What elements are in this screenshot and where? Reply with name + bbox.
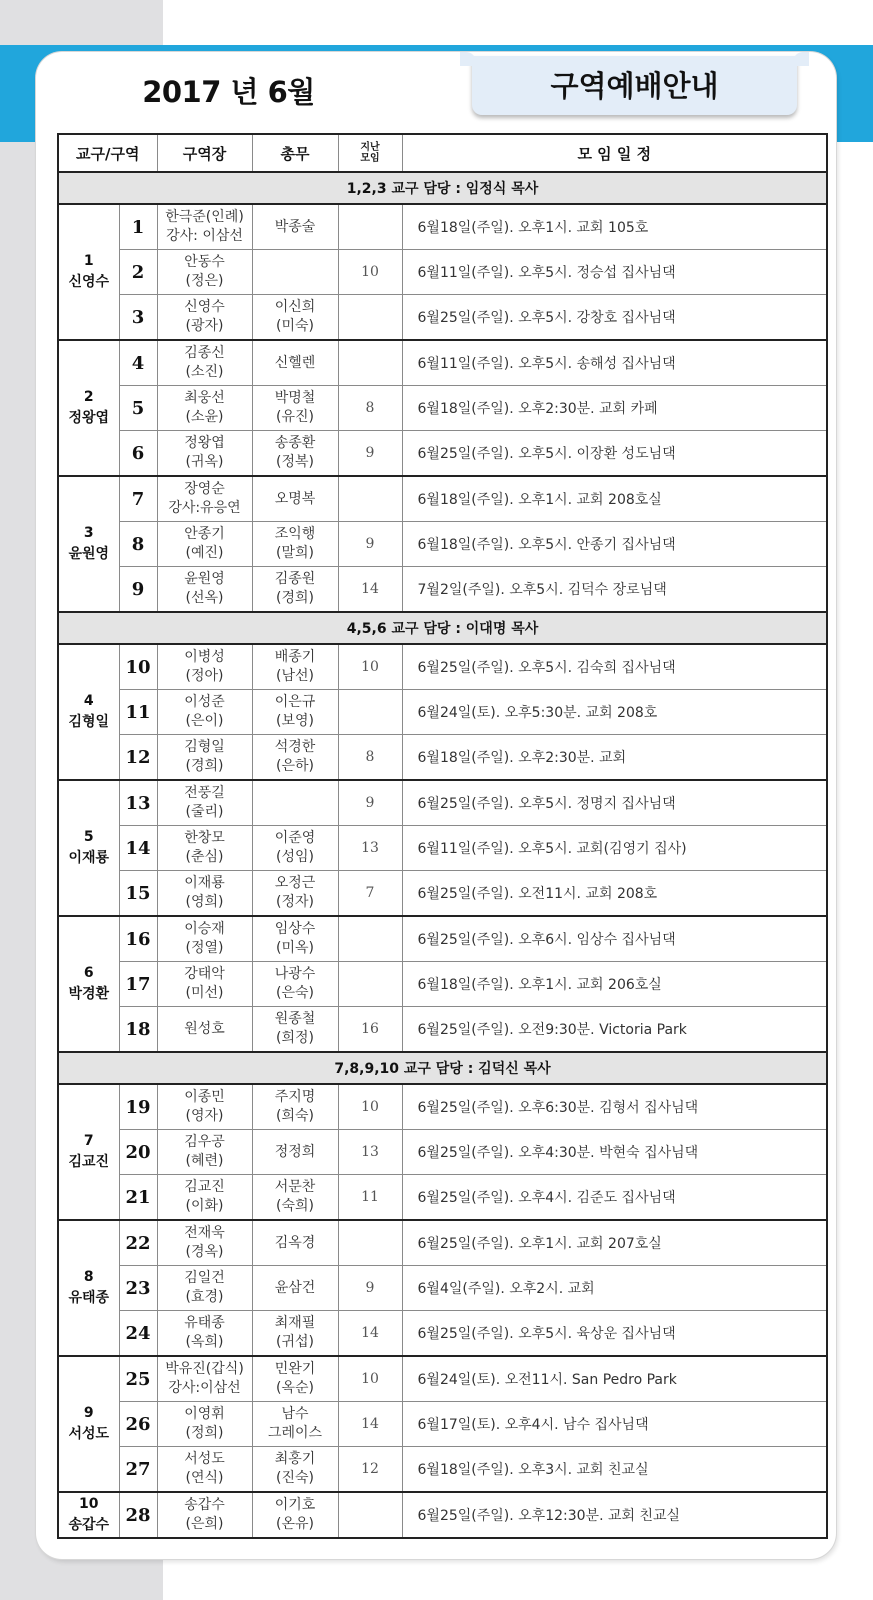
section-header-row xyxy=(58,172,827,204)
leader-name: 이재룡 (영희) xyxy=(157,871,252,917)
group-number: 13 xyxy=(119,780,157,826)
leader-name: 정왕엽 (귀옥) xyxy=(157,431,252,477)
group-number: 20 xyxy=(119,1130,157,1175)
page-title: 2017 년 6월 xyxy=(142,75,315,109)
last-meeting-count: 12 xyxy=(338,1447,402,1493)
last-meeting-count: 10 xyxy=(338,250,402,295)
section-title: 7,8,9,10 교구 담당 : 김덕신 목사 xyxy=(58,1052,827,1084)
secretary-name: 이은규 (보영) xyxy=(252,690,338,735)
leader-name: 한극준(인례) 강사: 이삼선 xyxy=(157,204,252,250)
group-number: 25 xyxy=(119,1356,157,1402)
table-row xyxy=(58,916,827,962)
district-label: 3 윤원영 xyxy=(58,476,119,612)
meeting-schedule: 6월4일(주일). 오후2시. 교회 xyxy=(402,1266,827,1311)
leader-name: 박유진(갑식) 강사:이삼선 xyxy=(157,1356,252,1402)
last-meeting-count xyxy=(338,204,402,250)
secretary-name: 정정희 xyxy=(252,1130,338,1175)
meeting-schedule: 6월25일(주일). 오후5시. 강창호 집사님댁 xyxy=(402,295,827,341)
group-number: 2 xyxy=(119,250,157,295)
secretary-name: 이준영 (성임) xyxy=(252,826,338,871)
secretary-name: 남수 그레이스 xyxy=(252,1402,338,1447)
secretary-name: 김종원 (경희) xyxy=(252,567,338,613)
meeting-schedule: 6월18일(주일). 오후1시. 교회 208호실 xyxy=(402,476,827,522)
leader-name: 강태악 (미선) xyxy=(157,962,252,1007)
last-meeting-count: 13 xyxy=(338,826,402,871)
leader-name: 최웅선 (소윤) xyxy=(157,386,252,431)
group-number: 26 xyxy=(119,1402,157,1447)
group-number: 18 xyxy=(119,1007,157,1053)
table-row xyxy=(58,1402,827,1447)
table-row xyxy=(58,567,827,613)
table-row xyxy=(58,962,827,1007)
group-number: 5 xyxy=(119,386,157,431)
secretary-name: 배종기 (남선) xyxy=(252,644,338,690)
meeting-schedule: 6월25일(주일). 오후5시. 육상운 집사님댁 xyxy=(402,1311,827,1357)
secretary-name: 신헬렌 xyxy=(252,340,338,386)
meeting-schedule: 6월25일(주일). 오전11시. 교회 208호 xyxy=(402,871,827,917)
leader-name: 안동수 (정은) xyxy=(157,250,252,295)
district-label: 4 김형일 xyxy=(58,644,119,780)
secretary-name: 오정근 (정자) xyxy=(252,871,338,917)
table-row xyxy=(58,1007,827,1053)
group-number: 17 xyxy=(119,962,157,1007)
table-row xyxy=(58,1356,827,1402)
meeting-schedule: 6월11일(주일). 오후5시. 교회(김영기 집사) xyxy=(402,826,827,871)
meeting-schedule: 6월18일(주일). 오후1시. 교회 105호 xyxy=(402,204,827,250)
secretary-name: 나광수 (은숙) xyxy=(252,962,338,1007)
meeting-schedule: 6월25일(주일). 오후4시. 김준도 집사님댁 xyxy=(402,1175,827,1221)
leader-name: 신영수 (광자) xyxy=(157,295,252,341)
group-number: 24 xyxy=(119,1311,157,1357)
meeting-schedule: 6월25일(주일). 오후6시. 임상수 집사님댁 xyxy=(402,916,827,962)
meeting-schedule: 6월25일(주일). 오후1시. 교회 207호실 xyxy=(402,1220,827,1266)
leader-name: 김일건 (효경) xyxy=(157,1266,252,1311)
schedule-table xyxy=(57,133,828,1539)
table-row xyxy=(58,1492,827,1538)
meeting-schedule: 6월18일(주일). 오후3시. 교회 친교실 xyxy=(402,1447,827,1493)
last-meeting-count: 14 xyxy=(338,1311,402,1357)
district-label: 8 유태종 xyxy=(58,1220,119,1356)
meeting-schedule: 6월18일(주일). 오후5시. 안종기 집사님댁 xyxy=(402,522,827,567)
secretary-name xyxy=(252,780,338,826)
secretary-name: 오명복 xyxy=(252,476,338,522)
last-meeting-count: 9 xyxy=(338,780,402,826)
secretary-name: 이기호 (온유) xyxy=(252,1492,338,1538)
table-row xyxy=(58,1447,827,1493)
secretary-name: 박명철 (유진) xyxy=(252,386,338,431)
leader-name: 장영순 강사:유응연 xyxy=(157,476,252,522)
section-title: 4,5,6 교구 담당 : 이대명 목사 xyxy=(58,612,827,644)
meeting-schedule: 6월25일(주일). 오후5시. 이장환 성도님댁 xyxy=(402,431,827,477)
group-number: 8 xyxy=(119,522,157,567)
table-row xyxy=(58,204,827,250)
meeting-schedule: 6월25일(주일). 오전9:30분. Victoria Park xyxy=(402,1007,827,1053)
table-row xyxy=(58,1084,827,1130)
group-number: 1 xyxy=(119,204,157,250)
leader-name: 이영휘 (정희) xyxy=(157,1402,252,1447)
group-number: 9 xyxy=(119,567,157,613)
col-last-meeting: 지난 모임 xyxy=(338,134,402,172)
secretary-name: 최재필 (귀섭) xyxy=(252,1311,338,1357)
table-row xyxy=(58,1175,827,1221)
leader-name: 김형일 (경희) xyxy=(157,735,252,781)
group-number: 11 xyxy=(119,690,157,735)
meeting-schedule: 6월17일(토). 오후4시. 남수 집사님댁 xyxy=(402,1402,827,1447)
group-number: 15 xyxy=(119,871,157,917)
group-number: 3 xyxy=(119,295,157,341)
last-meeting-count xyxy=(338,1220,402,1266)
meeting-schedule: 6월11일(주일). 오후5시. 송해성 집사님댁 xyxy=(402,340,827,386)
secretary-name xyxy=(252,250,338,295)
table-row xyxy=(58,295,827,341)
table-row xyxy=(58,871,827,917)
table-header-row xyxy=(58,134,827,172)
group-number: 6 xyxy=(119,431,157,477)
meeting-schedule: 6월18일(주일). 오후2:30분. 교회 xyxy=(402,735,827,781)
section-header-row xyxy=(58,612,827,644)
group-number: 19 xyxy=(119,1084,157,1130)
table-row xyxy=(58,340,827,386)
group-number: 7 xyxy=(119,476,157,522)
group-number: 21 xyxy=(119,1175,157,1221)
leader-name: 서성도 (연식) xyxy=(157,1447,252,1493)
table-row xyxy=(58,735,827,781)
leader-name: 김교진 (이화) xyxy=(157,1175,252,1221)
leader-name: 김우공 (혜련) xyxy=(157,1130,252,1175)
meeting-schedule: 7월2일(주일). 오후5시. 김덕수 장로님댁 xyxy=(402,567,827,613)
table-body xyxy=(58,172,827,1538)
secretary-name: 임상수 (미옥) xyxy=(252,916,338,962)
col-leader: 구역장 xyxy=(157,134,252,172)
last-meeting-count: 13 xyxy=(338,1130,402,1175)
last-meeting-count: 11 xyxy=(338,1175,402,1221)
group-number: 12 xyxy=(119,735,157,781)
leader-name: 안종기 (예진) xyxy=(157,522,252,567)
secretary-name: 석경한 (은하) xyxy=(252,735,338,781)
leader-name: 송갑수 (은희) xyxy=(157,1492,252,1538)
meeting-schedule: 6월25일(주일). 오후5시. 정명지 집사님댁 xyxy=(402,780,827,826)
secretary-name: 김옥경 xyxy=(252,1220,338,1266)
district-label: 10 송갑수 xyxy=(58,1492,119,1538)
table-row xyxy=(58,250,827,295)
table-row xyxy=(58,826,827,871)
group-number: 16 xyxy=(119,916,157,962)
last-meeting-count: 8 xyxy=(338,386,402,431)
district-label: 2 정왕엽 xyxy=(58,340,119,476)
meeting-schedule: 6월25일(주일). 오후5시. 김숙희 집사님댁 xyxy=(402,644,827,690)
secretary-name: 박종술 xyxy=(252,204,338,250)
col-secretary: 총무 xyxy=(252,134,338,172)
leader-name: 이병성 (정아) xyxy=(157,644,252,690)
section-title: 1,2,3 교구 담당 : 임정식 목사 xyxy=(58,172,827,204)
leader-name: 김종신 (소진) xyxy=(157,340,252,386)
last-meeting-count xyxy=(338,1492,402,1538)
meeting-schedule: 6월18일(주일). 오후2:30분. 교회 카페 xyxy=(402,386,827,431)
meeting-schedule: 6월25일(주일). 오후4:30분. 박현숙 집사님댁 xyxy=(402,1130,827,1175)
meeting-schedule: 6월24일(토). 오전11시. San Pedro Park xyxy=(402,1356,827,1402)
last-meeting-count: 10 xyxy=(338,1084,402,1130)
meeting-schedule: 6월25일(주일). 오후6:30분. 김형서 집사님댁 xyxy=(402,1084,827,1130)
group-number: 28 xyxy=(119,1492,157,1538)
leader-name: 이승재 (정열) xyxy=(157,916,252,962)
leader-name: 유태종 (옥희) xyxy=(157,1311,252,1357)
district-label: 6 박경환 xyxy=(58,916,119,1052)
table-row xyxy=(58,780,827,826)
secretary-name: 원종철 (희정) xyxy=(252,1007,338,1053)
last-meeting-count: 14 xyxy=(338,567,402,613)
leader-name: 전재욱 (경옥) xyxy=(157,1220,252,1266)
table-row xyxy=(58,476,827,522)
col-schedule: 모 임 일 정 xyxy=(402,134,827,172)
last-meeting-count: 10 xyxy=(338,1356,402,1402)
last-meeting-count: 14 xyxy=(338,1402,402,1447)
leader-name: 윤원영 (선옥) xyxy=(157,567,252,613)
secretary-name: 이신희 (미숙) xyxy=(252,295,338,341)
last-meeting-count: 7 xyxy=(338,871,402,917)
secretary-name: 윤삼건 xyxy=(252,1266,338,1311)
table-row xyxy=(58,431,827,477)
meeting-schedule: 6월11일(주일). 오후5시. 정승섭 집사님댁 xyxy=(402,250,827,295)
last-meeting-count: 10 xyxy=(338,644,402,690)
table-row xyxy=(58,1220,827,1266)
group-number: 4 xyxy=(119,340,157,386)
section-header-row xyxy=(58,1052,827,1084)
district-label: 5 이재룡 xyxy=(58,780,119,916)
secretary-name: 서문찬 (숙희) xyxy=(252,1175,338,1221)
table-row xyxy=(58,690,827,735)
last-meeting-count xyxy=(338,690,402,735)
table-row xyxy=(58,386,827,431)
table-row xyxy=(58,522,827,567)
leader-name: 원성호 xyxy=(157,1007,252,1053)
secretary-name: 주지명 (희숙) xyxy=(252,1084,338,1130)
leader-name: 전풍길 (줄리) xyxy=(157,780,252,826)
group-number: 10 xyxy=(119,644,157,690)
table-row xyxy=(58,1311,827,1357)
last-meeting-count xyxy=(338,476,402,522)
district-label: 1 신영수 xyxy=(58,204,119,340)
section-title-tab: 구역예배안내 xyxy=(472,56,797,115)
leader-name: 이종민 (영자) xyxy=(157,1084,252,1130)
last-meeting-count: 9 xyxy=(338,1266,402,1311)
secretary-name: 최홍기 (진숙) xyxy=(252,1447,338,1493)
last-meeting-count xyxy=(338,962,402,1007)
secretary-name: 송종환 (정복) xyxy=(252,431,338,477)
meeting-schedule: 6월24일(토). 오후5:30분. 교회 208호 xyxy=(402,690,827,735)
leader-name: 이성준 (은이) xyxy=(157,690,252,735)
last-meeting-count xyxy=(338,295,402,341)
group-number: 14 xyxy=(119,826,157,871)
group-number: 27 xyxy=(119,1447,157,1493)
meeting-schedule: 6월18일(주일). 오후1시. 교회 206호실 xyxy=(402,962,827,1007)
last-meeting-count xyxy=(338,916,402,962)
last-meeting-count xyxy=(338,340,402,386)
secretary-name: 민완기 (옥순) xyxy=(252,1356,338,1402)
secretary-name: 조익행 (말희) xyxy=(252,522,338,567)
table-row xyxy=(58,1266,827,1311)
group-number: 23 xyxy=(119,1266,157,1311)
last-meeting-count: 9 xyxy=(338,522,402,567)
district-label: 7 김교진 xyxy=(58,1084,119,1220)
last-meeting-count: 16 xyxy=(338,1007,402,1053)
district-label: 9 서성도 xyxy=(58,1356,119,1492)
group-number: 22 xyxy=(119,1220,157,1266)
col-district: 교구/구역 xyxy=(58,134,157,172)
last-meeting-count: 9 xyxy=(338,431,402,477)
table-row xyxy=(58,644,827,690)
last-meeting-count: 8 xyxy=(338,735,402,781)
leader-name: 한창모 (춘심) xyxy=(157,826,252,871)
table-row xyxy=(58,1130,827,1175)
meeting-schedule: 6월25일(주일). 오후12:30분. 교회 친교실 xyxy=(402,1492,827,1538)
